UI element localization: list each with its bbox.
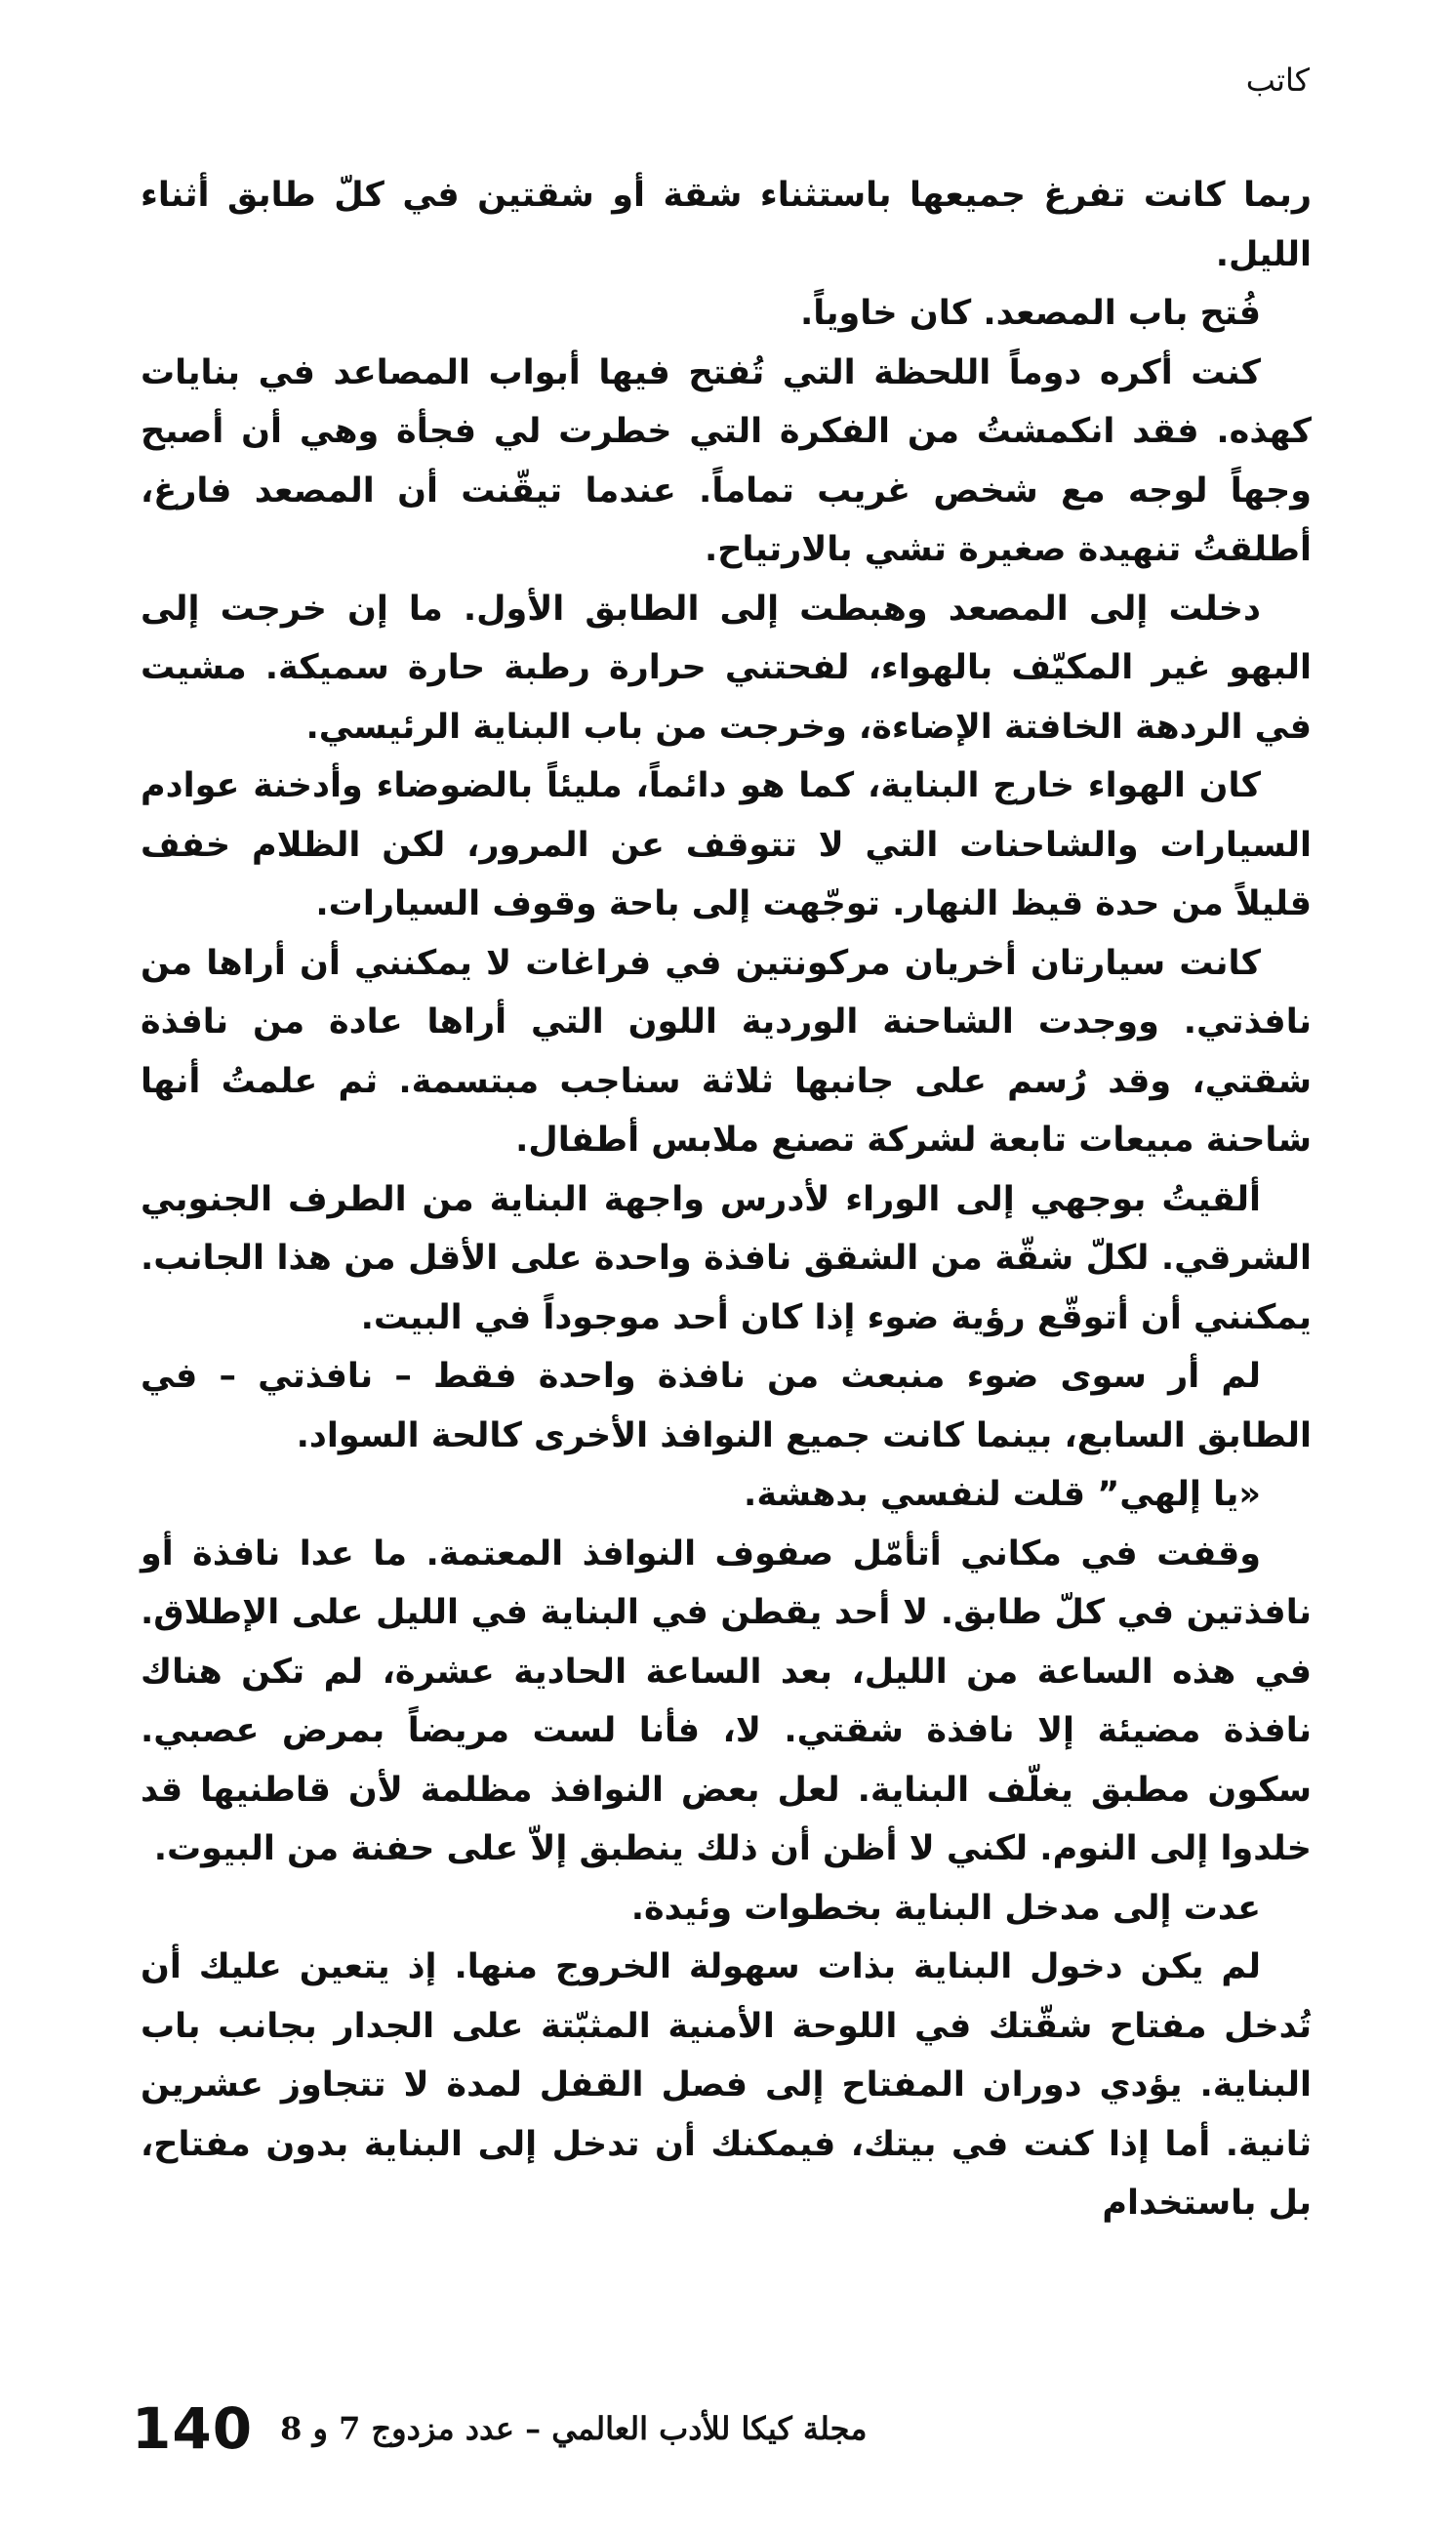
paragraph-1: ربما كانت تفرغ جميعها باستثناء شقة أو شقتين في كلّ طابق أثناء الليل.	[141, 176, 1312, 274]
paragraph-8: لم أر سوى ضوء منبعث من نافذة واحدة فقط – نافذتي – في الطابق السابع، بينما كانت جميع النوافذ الأخرى كالحة السواد.	[141, 1357, 1312, 1455]
paragraph-7: ألقيتُ بوجهي إلى الوراء لأدرس واجهة البناية من الطرف الجنوبي الشرقي. لكلّ شقّة من الشقق نافذة واحدة على الأقل من هذا الجانب. يمكنني أن أتوقّع رؤية ضوء إذا كان أحد موجوداً في البيت.	[141, 1179, 1312, 1337]
paragraph-4: دخلت إلى المصعد وهبطت إلى الطابق الأول. ما إن خرجت إلى البهو غير المكيّف بالهواء، لفحتني حرارة رطبة حارة سميكة. مشيت في الردهة الخافتة الإضاءة، وخرجت من باب البناية الرئيسي.	[141, 589, 1312, 747]
paragraph-10: وقفت في مكاني أتأمّل صفوف النوافذ المعتمة. ما عدا نافذة أو نافذتين في كلّ طابق. لا أحد يقطن في البناية في الليل على الإطلاق. في هذه الساعة من الليل، بعد الساعة الحادية عشرة، لم تكن هناك نافذة مضيئة إلا نافذة شقتي. لا، فأنا لست مريضاً بمرض عصبي. سكون مطبق يغلّف البناية. لعل بعض النوافذ مظلمة لأن قاطنيها قد خلدوا إلى النوم. لكني لا أظن أن ذلك ينطبق إلاّ على حفنة من البيوت.	[141, 1533, 1312, 1868]
paragraph-6: كانت سيارتان أخريان مركونتين في فراغات لا يمكنني أن أراها من نافذتي. ووجدت الشاحنة الوردية اللون التي أراها عادة من نافذة شقتي، وقد رُسم على جانبها ثلاثة سناجب مبتسمة. ثم علمتُ أنها شاحنة مبيعات تابعة لشركة تصنع ملابس أطفال.	[141, 943, 1312, 1160]
page-number: 140	[132, 2395, 254, 2462]
journal-name: مجلة كيكا للأدب العالمي – عدد مزدوج 7 و 8	[280, 2410, 868, 2447]
paragraph-5: كان الهواء خارج البناية، كما هو دائماً، مليئاً بالضوضاء وأدخنة عوادم السيارات والشاحنات التي لا تتوقف عن المرور، لكن الظلام خفف قليلاً من حدة قيظ النهار. توجّهت إلى باحة وقوف السيارات.	[141, 766, 1312, 923]
paragraph-9: «يا إلهي” قلت لنفسي بدهشة.	[744, 1475, 1261, 1514]
running-head: كاتب	[1245, 61, 1310, 99]
paragraph-11: عدت إلى مدخل البناية بخطوات وئيدة.	[630, 1888, 1261, 1928]
paragraph-2: فُتح باب المصعد. كان خاوياً.	[799, 294, 1261, 333]
paragraph-12: لم يكن دخول البناية بذات سهولة الخروج منها. إذ يتعين عليك أن تُدخل مفتاح شقّتك في اللوحة الأمنية المثبّتة على الجدار بجانب باب البناية. يؤدي دوران المفتاح إلى فصل القفل لمدة لا تتجاوز عشرين ثانية. أما إذا كنت في بيتك، فيمكنك أن تدخل إلى البناية بدون مفتاح، بل باستخدام	[141, 1947, 1312, 2223]
page-footer	[132, 2390, 867, 2468]
body-text	[141, 166, 1312, 2233]
paragraph-3: كنت أكره دوماً اللحظة التي تُفتح فيها أبواب المصاعد في بنايات كهذه. فقد انكمشتُ من الفكرة التي خطرت لي فجأة وهي أن أصبح وجهاً لوجه مع شخص غريب تماماً. عندما تيقّنت أن المصعد فارغ، أطلقتُ تنهيدة صغيرة تشي بالارتياح.	[141, 352, 1312, 569]
